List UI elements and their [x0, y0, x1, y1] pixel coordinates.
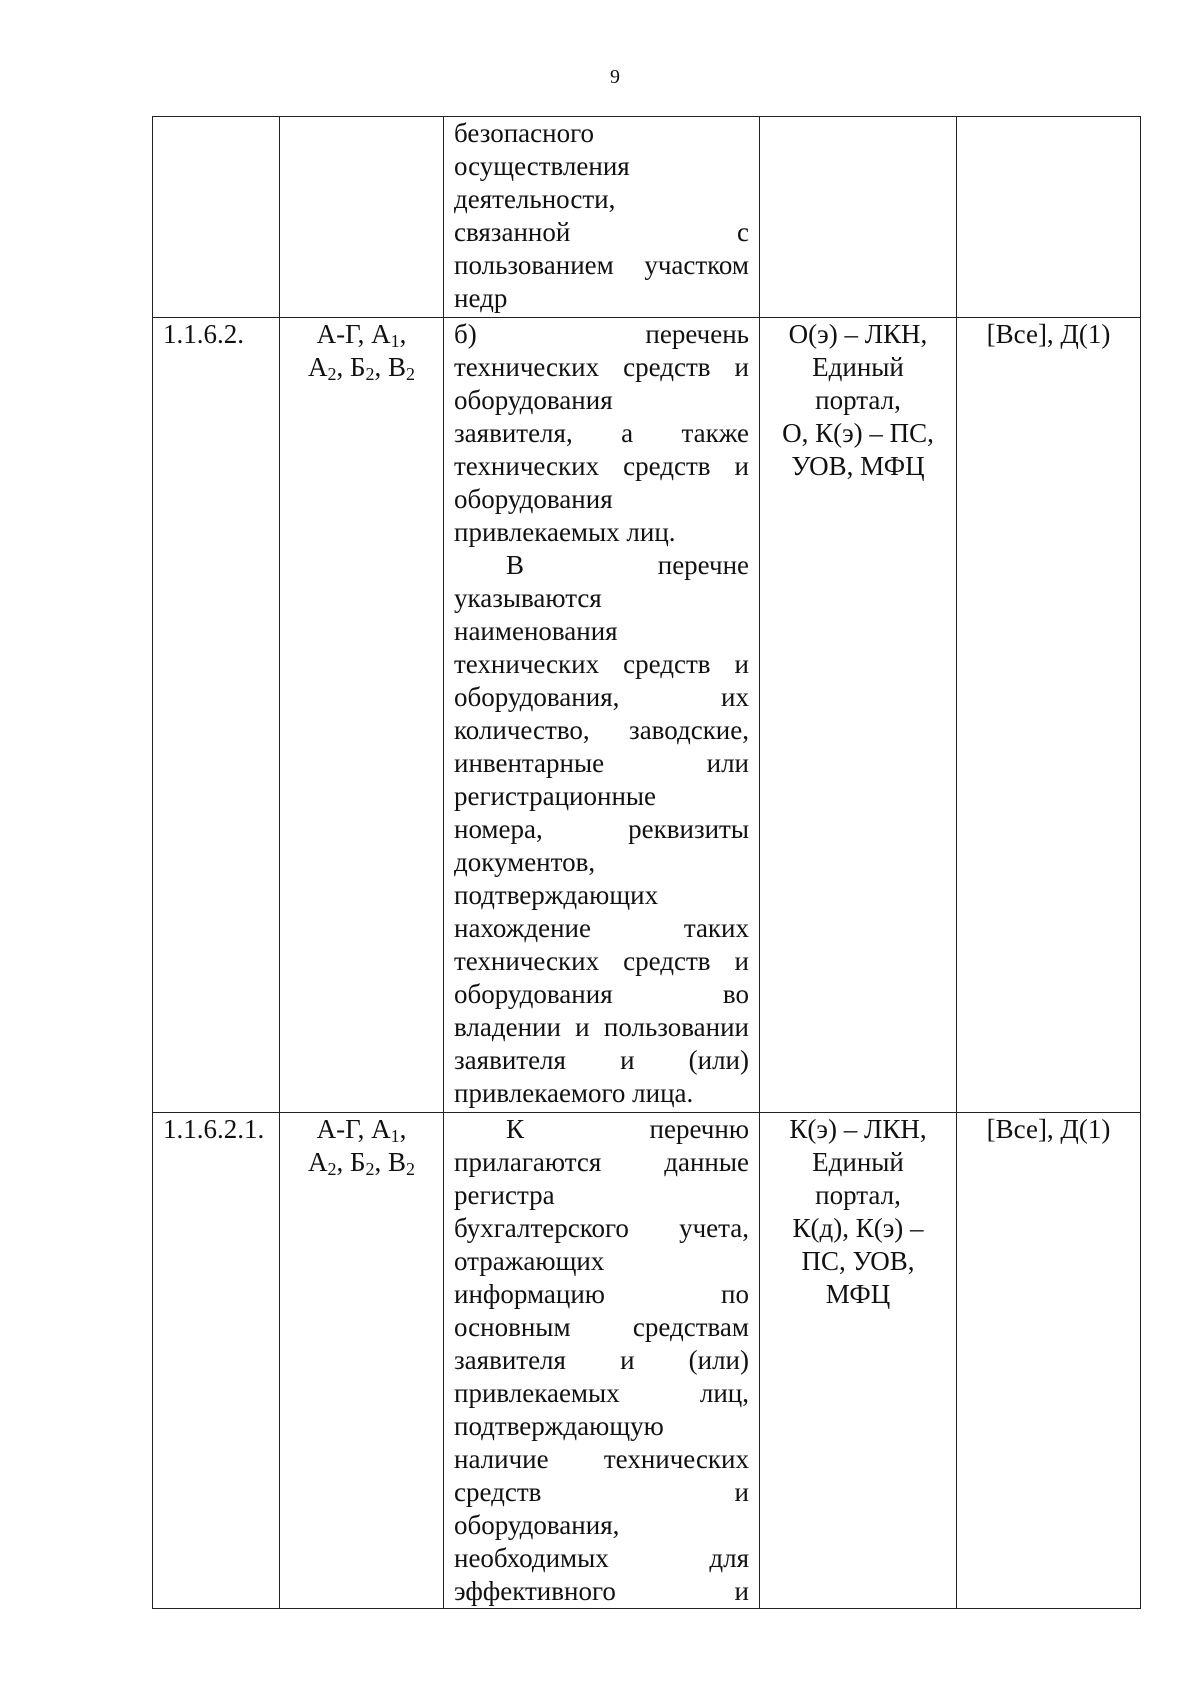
description-line: технических средств и	[454, 649, 749, 679]
description-cell	[444, 1113, 760, 1609]
description-line: недр	[454, 283, 508, 313]
description-line: подтверждающих	[454, 880, 659, 910]
description-line: владении и пользовании	[454, 1012, 749, 1042]
description-line: основным средствам	[454, 1312, 749, 1342]
row-number: 1.1.6.2.1.	[163, 1114, 265, 1144]
description-line: наименования	[454, 616, 618, 646]
source-cell	[760, 117, 957, 318]
description-line: В перечне	[506, 550, 749, 580]
description-line: бухгалтерского учета,	[454, 1213, 749, 1243]
category-line: А-Г, $А_1$,	[316, 319, 407, 351]
category-text: А-Г, А	[316, 319, 391, 349]
row-number-cell	[153, 117, 280, 318]
category-text: , В	[374, 1147, 407, 1177]
description-line: оборудования,	[454, 1510, 620, 1540]
category-subscript: 2	[406, 1159, 416, 1179]
category-text: , Б	[336, 1147, 366, 1177]
description-line: средств и	[454, 1477, 749, 1507]
note-text: [Все], Д(1)	[986, 319, 1111, 349]
source-cell	[760, 1113, 957, 1609]
description-line: технических средств и	[454, 352, 749, 382]
description-line: привлекаемых лиц,	[454, 1378, 749, 1408]
category-subscript: 2	[365, 364, 375, 384]
description-line: К перечню	[506, 1114, 749, 1144]
note-cell	[957, 117, 1141, 318]
note-text: [Все], Д(1)	[986, 1114, 1111, 1144]
category-line	[290, 351, 433, 384]
source-line: Единый	[812, 1147, 904, 1177]
description-cell	[444, 318, 760, 1113]
description-line: оборудования	[454, 385, 613, 415]
note-cell	[957, 1113, 1141, 1609]
description-line: подтверждающую	[454, 1411, 664, 1441]
row-number: 1.1.6.2.	[163, 319, 244, 349]
description-line: инвентарные или	[454, 748, 749, 778]
description-line: заявителя и (или)	[454, 1345, 749, 1375]
description-line: привлекаемых лиц.	[454, 517, 676, 547]
source-line: МФЦ	[825, 1279, 891, 1309]
description-line: количество, заводские,	[454, 715, 749, 745]
source-line: Единый	[812, 352, 904, 382]
source-line: ПС, УОВ,	[801, 1246, 915, 1276]
description-line: регистра	[454, 1180, 555, 1210]
category-subscript: 2	[327, 364, 337, 384]
source-line: портал,	[815, 1180, 901, 1210]
description-line: отражающих	[454, 1246, 605, 1276]
description-line: номера, реквизиты	[454, 814, 749, 844]
category-cell	[280, 318, 444, 1113]
description-line: заявителя и (или)	[454, 1045, 749, 1075]
description-line: прилагаются данные	[454, 1147, 749, 1177]
category-cell	[280, 1113, 444, 1609]
table-row	[153, 318, 1141, 1113]
source-line: О, К(э) – ПС,	[782, 418, 934, 448]
description-line: деятельности,	[454, 184, 616, 214]
row-number-cell	[153, 318, 280, 1113]
description-line: пользованием участком	[454, 250, 749, 280]
category-text: А-Г, А	[316, 1114, 391, 1144]
category-subscript: 1	[390, 331, 400, 351]
category-text: А	[307, 1147, 328, 1177]
category-text: , Б	[336, 352, 366, 382]
description-line: технических средств и	[454, 451, 749, 481]
description-line: эффективного и	[454, 1576, 749, 1606]
description-line: заявителя, а также	[454, 418, 749, 448]
category-subscript: 2	[365, 1159, 375, 1179]
description-line: необходимых для	[454, 1543, 749, 1573]
description-line: оборудования, их	[454, 682, 749, 712]
source-line: портал,	[815, 385, 901, 415]
source-line: К(д), К(э) –	[792, 1213, 924, 1243]
description-line: привлекаемого лица.	[454, 1078, 694, 1108]
description-line: наличие технических	[454, 1444, 749, 1474]
description-line: информацию по	[454, 1279, 749, 1309]
source-cell	[760, 318, 957, 1113]
document-table	[152, 116, 1141, 1609]
description-line: нахождение таких	[454, 913, 749, 943]
source-line: О(э) – ЛКН,	[788, 319, 928, 349]
description-line: документов,	[454, 847, 596, 877]
description-line: осуществления	[454, 151, 630, 181]
table-row	[153, 1113, 1141, 1609]
category-text: А	[307, 352, 328, 382]
page-number: 9	[610, 66, 620, 88]
description-line: регистрационные	[454, 781, 657, 811]
table-row	[153, 117, 1141, 318]
description-cell	[444, 117, 760, 318]
category-line: А-Г, $А_1$,	[316, 1114, 407, 1146]
row-number-cell	[153, 1113, 280, 1609]
source-line: К(э) – ЛКН,	[789, 1114, 927, 1144]
note-cell	[957, 318, 1141, 1113]
description-line: связанной с	[454, 217, 749, 247]
description-line: б) перечень	[454, 319, 749, 349]
description-line: безопасного	[454, 118, 594, 148]
category-cell	[280, 117, 444, 318]
category-subscript: 1	[390, 1126, 400, 1146]
category-subscript: 2	[327, 1159, 337, 1179]
source-line: УОВ, МФЦ	[791, 451, 925, 481]
category-text: , В	[374, 352, 407, 382]
category-subscript: 2	[406, 364, 416, 384]
description-line: указываются	[454, 583, 602, 613]
description-line: оборудования	[454, 484, 613, 514]
description-line: оборудования во	[454, 979, 749, 1009]
description-line: технических средств и	[454, 946, 749, 976]
category-line	[290, 1146, 433, 1179]
